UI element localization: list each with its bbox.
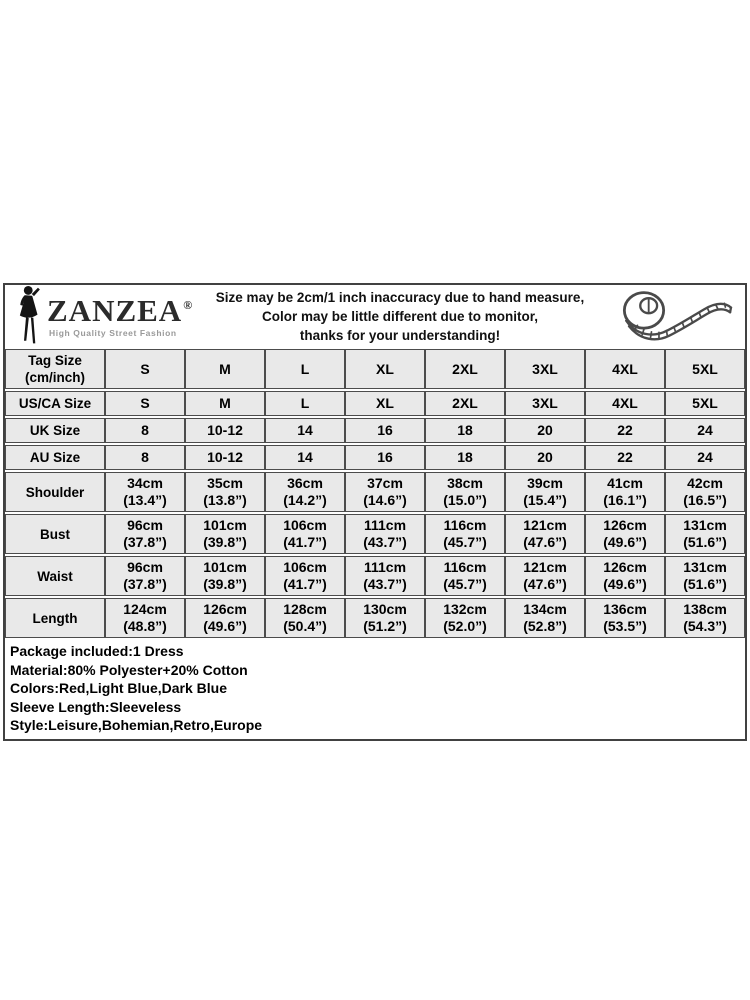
size-cell: 116cm (45.7”) xyxy=(425,514,505,554)
sheet-header xyxy=(5,285,745,347)
size-cell: 20 xyxy=(505,418,585,443)
size-cell: 126cm (49.6”) xyxy=(185,598,265,638)
product-details xyxy=(5,640,745,739)
size-cell: XL xyxy=(345,391,425,416)
size-cell: 8 xyxy=(105,445,185,470)
size-cell: 134cm (52.8”) xyxy=(505,598,585,638)
size-cell: 14 xyxy=(265,418,345,443)
size-cell: 106cm (41.7”) xyxy=(265,514,345,554)
tape-icon-wrap xyxy=(609,287,737,345)
table-row xyxy=(5,445,745,470)
size-cell: XL xyxy=(345,349,425,389)
size-cell: 5XL xyxy=(665,391,745,416)
size-cell: 4XL xyxy=(585,391,665,416)
size-cell: 132cm (52.0”) xyxy=(425,598,505,638)
size-cell: 121cm (47.6”) xyxy=(505,556,585,596)
size-cell: 124cm (48.8”) xyxy=(105,598,185,638)
brand-name: ZANZEA xyxy=(47,292,183,328)
row-label: Length xyxy=(5,598,105,638)
table-row xyxy=(5,598,745,638)
size-cell: 121cm (47.6”) xyxy=(505,514,585,554)
size-cell: 18 xyxy=(425,418,505,443)
size-cell: 16 xyxy=(345,418,425,443)
table-row xyxy=(5,472,745,512)
row-label: US/CA Size xyxy=(5,391,105,416)
size-cell: 10-12 xyxy=(185,418,265,443)
size-cell: 20 xyxy=(505,445,585,470)
measuring-tape-icon xyxy=(612,287,734,345)
size-cell: 101cm (39.8”) xyxy=(185,556,265,596)
disclaimer-line-2: Color may be little different due to monitor, xyxy=(261,308,539,324)
disclaimer-line-1: Size may be 2cm/1 inch inaccuracy due to hand measure, xyxy=(215,289,585,305)
size-cell: 22 xyxy=(585,445,665,470)
size-table-body xyxy=(5,349,745,638)
size-cell: 24 xyxy=(665,418,745,443)
row-label: Tag Size (cm/inch) xyxy=(5,349,105,389)
detail-line: Package included:1 Dress xyxy=(10,643,184,659)
size-cell: 4XL xyxy=(585,349,665,389)
row-label: Bust xyxy=(5,514,105,554)
size-cell: 39cm (15.4”) xyxy=(505,472,585,512)
fashion-woman-icon xyxy=(15,284,45,348)
disclaimer-line-3: thanks for your understanding! xyxy=(299,327,501,343)
size-cell: 128cm (50.4”) xyxy=(265,598,345,638)
size-cell: L xyxy=(265,349,345,389)
detail-line: Style:Leisure,Bohemian,Retro,Europe xyxy=(10,717,263,733)
row-label: UK Size xyxy=(5,418,105,443)
size-cell: 126cm (49.6”) xyxy=(585,514,665,554)
size-cell: 116cm (45.7”) xyxy=(425,556,505,596)
size-cell: M xyxy=(185,391,265,416)
table-row xyxy=(5,349,745,389)
size-cell: 41cm (16.1”) xyxy=(585,472,665,512)
size-cell: 106cm (41.7”) xyxy=(265,556,345,596)
row-label: Shoulder xyxy=(5,472,105,512)
size-cell: 136cm (53.5”) xyxy=(585,598,665,638)
size-cell: 131cm (51.6”) xyxy=(665,556,745,596)
size-cell: 18 xyxy=(425,445,505,470)
detail-line: Sleeve Length:Sleeveless xyxy=(10,698,182,715)
size-cell: 111cm (43.7”) xyxy=(345,556,425,596)
size-cell: 38cm (15.0”) xyxy=(425,472,505,512)
disclaimer-text xyxy=(201,288,603,345)
size-cell: 130cm (51.2”) xyxy=(345,598,425,638)
size-cell: 5XL xyxy=(665,349,745,389)
size-cell: 101cm (39.8”) xyxy=(185,514,265,554)
brand-name-line xyxy=(47,292,194,328)
brand-text-block xyxy=(47,292,194,338)
size-cell: 126cm (49.6”) xyxy=(585,556,665,596)
size-cell: S xyxy=(105,391,185,416)
brand-logo xyxy=(15,284,195,348)
size-cell: 96cm (37.8”) xyxy=(105,514,185,554)
size-cell: S xyxy=(105,349,185,389)
table-row xyxy=(5,418,745,443)
size-cell: 42cm (16.5”) xyxy=(665,472,745,512)
size-cell: 96cm (37.8”) xyxy=(105,556,185,596)
size-cell: L xyxy=(265,391,345,416)
size-cell: 36cm (14.2”) xyxy=(265,472,345,512)
size-cell: 3XL xyxy=(505,349,585,389)
size-cell: 138cm (54.3”) xyxy=(665,598,745,638)
size-cell: 37cm (14.6”) xyxy=(345,472,425,512)
size-cell: 16 xyxy=(345,445,425,470)
size-cell: 8 xyxy=(105,418,185,443)
size-cell: 131cm (51.6”) xyxy=(665,514,745,554)
size-chart-sheet xyxy=(3,283,747,741)
row-label: AU Size xyxy=(5,445,105,470)
size-cell: M xyxy=(185,349,265,389)
size-cell: 111cm (43.7”) xyxy=(345,514,425,554)
size-cell: 2XL xyxy=(425,391,505,416)
registered-mark: ® xyxy=(183,298,194,313)
detail-line: Material:80% Polyester+20% Cotton xyxy=(10,661,248,678)
table-row xyxy=(5,391,745,416)
size-cell: 24 xyxy=(665,445,745,470)
size-cell: 2XL xyxy=(425,349,505,389)
table-row xyxy=(5,514,745,554)
size-cell: 10-12 xyxy=(185,445,265,470)
size-cell: 3XL xyxy=(505,391,585,416)
detail-line: Colors:Red,Light Blue,Dark Blue xyxy=(10,680,228,696)
brand-tagline: High Quality Street Fashion xyxy=(49,327,177,338)
size-cell: 35cm (13.8”) xyxy=(185,472,265,512)
size-cell: 22 xyxy=(585,418,665,443)
size-table xyxy=(5,347,745,640)
row-label: Waist xyxy=(5,556,105,596)
size-cell: 34cm (13.4”) xyxy=(105,472,185,512)
table-row xyxy=(5,556,745,596)
size-cell: 14 xyxy=(265,445,345,470)
